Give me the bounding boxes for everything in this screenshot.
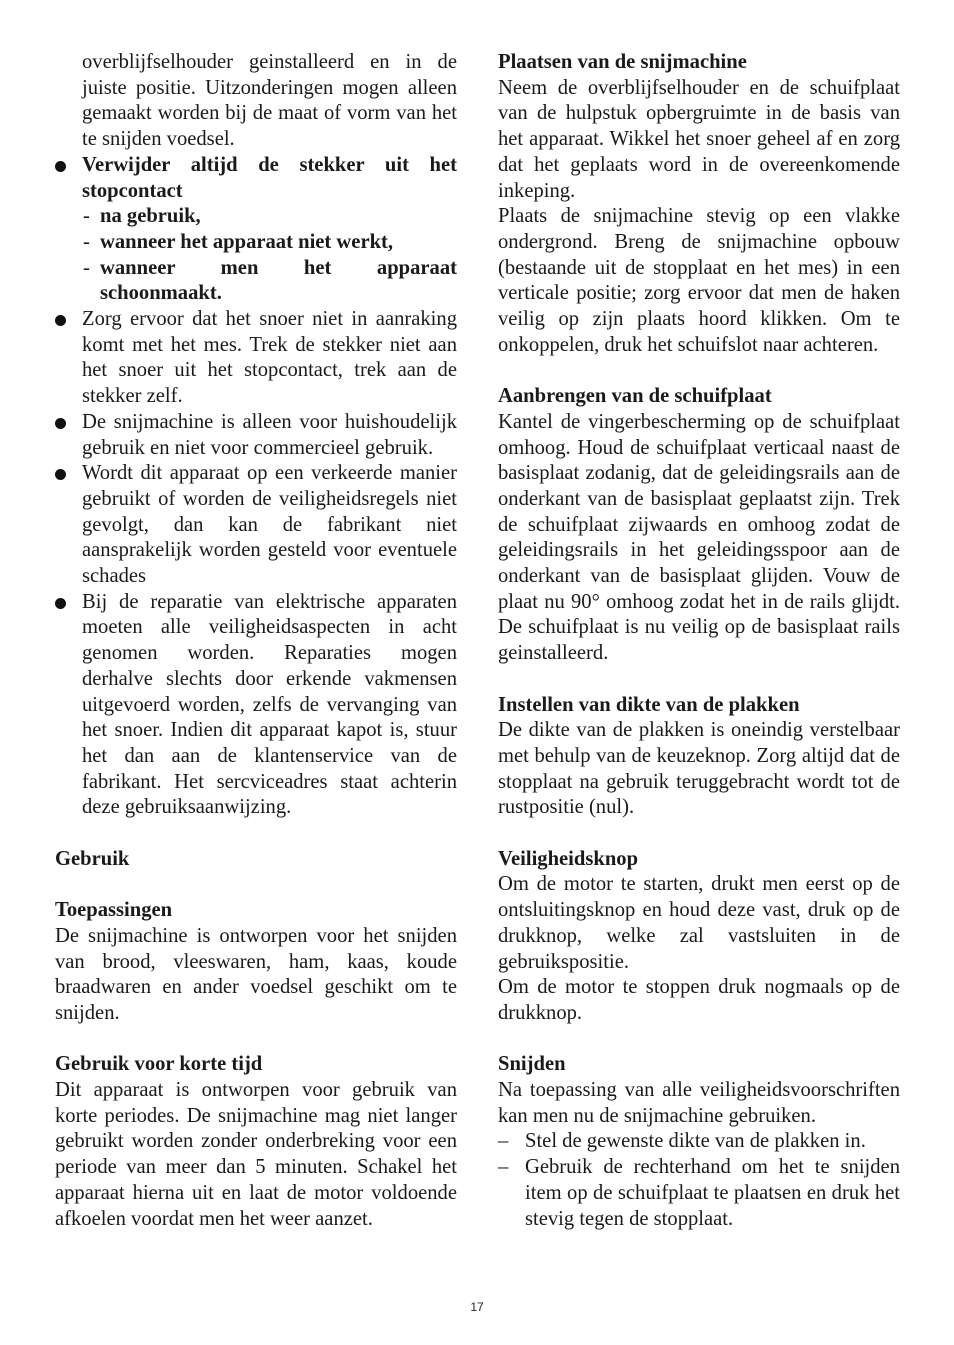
bullet-text: Wordt dit apparaat op een verkeerde manier gebruikt of worden de veiligheidsregels niet gevolgt, dan kan de fabrikant niet aansprakelijk worden gesteld voor eventuele schades [82,462,457,588]
unplug-item [55,256,457,307]
intro-paragraph: overblijfselhouder geinstalleerd en in de juiste positie. Uitzonderingen mogen alleen gemaakt worden bij de maat of vorm van het te snijden voedsel. [82,51,457,151]
schuifplaat-text: Kantel de vingerbescherming op de schuifplaat omhoog. Houd de schuifplaat verticaal naast de basisplaat zodanig, dat de geleidingsrails aan de onderkant van de basisplaat geplaatst zijn. Trek de schuifplaat zijwaards en omhoog zodat de geleidingsrails in het geleidingsspoor aan de onderkant van de basisplaat glijden. Vouw de plaat nu 90° omhoog zodat het in de rails glijdt. De schuifplaat is nu veilig op de basisplaat rails geinstalleerd. [498,410,900,665]
unplug-item-text: wanneer men het apparaat schoonmaakt. [100,256,457,305]
section-title-korte-tijd: Gebruik voor korte tijd [55,1053,263,1076]
bullet-item [55,307,457,410]
veiligheidsknop-text-2: Om de motor te stoppen druk nogmaals op de drukknop. [498,976,900,1024]
unplug-bullet [55,153,457,204]
section-title-plaatsen: Plaatsen van de snijmachine [498,51,747,73]
dikte-text: De dikte van de plakken is oneindig verstelbaar met behulp van de keuzeknop. Zorg altijd dat de stopplaat na gebruik teruggebracht wordt tot de rustpositie (nul). [498,719,900,819]
bullet-dot-icon [55,315,66,326]
dash-mark: - [83,205,90,228]
dash-mark: - [83,230,90,253]
bullet-text: Zorg ervoor dat het snoer niet in aanraking komt met het mes. Trek de stekker niet aan het snoer uit het stopcontact, trek aan de stekker zelf. [82,308,457,408]
bullet-item [55,461,457,590]
snijden-text: Na toepassing van alle veiligheidsvoorschriften kan men nu de snijmachine gebruiken. [498,1079,900,1127]
plaatsen-text-1: Neem de overblijfselhouder en de schuifplaat van de hulpstuk opbergruimte in de basis van het apparaat. Wikkel het snoer geheel af en zorg dat het geplaats word in de overeenkomende inkeping. [498,76,900,202]
snijden-item [498,1129,900,1155]
plaatsen-text-2: Plaats de snijmachine stevig op een vlakke ondergrond. Breng de snijmachine opbouw (bestaande uit de stopplaat en het mes) in een verticale positie; zorg ervoor dat men de haken veilig op zijn plaats hoord klikken. Om te onkoppelen, druk het schuifslot naar achteren. [498,205,900,356]
unplug-item-text: na gebruik, [100,205,201,228]
bullet-dot-icon [55,598,66,609]
section-title-snijden: Snijden [498,1053,566,1076]
dash-mark: – [498,1156,509,1179]
bullet-text: Bij de reparatie van elektrische apparaten moeten alle veiligheidsaspecten in acht genomen worden. Reparaties mogen derhalve slechts door erkende vakmensen uitgevoerd worden, zelfs de vervanging van het snoer. Indien dit apparaat kapot is, stuur het dan aan de klantenservice van de fabrikant. Het sercviceadres staat achterin deze gebruiksaanwijzing. [82,590,457,819]
veiligheidsknop-text-1: Om de motor te starten, drukt men eerst op de ontsluitingsknop en houd deze vast, druk op de drukknop, welke zal vastsluiten in de gebruikspositie. [498,873,900,973]
unplug-item [55,230,457,256]
snijden-item [498,1155,900,1232]
section-title-toepassingen: Toepassingen [55,899,173,922]
page-number: 17 [470,1300,484,1314]
bullet-item [55,410,457,461]
section-title-veiligheidsknop: Veiligheidsknop [498,847,639,870]
bullet-text: De snijmachine is alleen voor huishoudelijk gebruik en niet voor commercieel gebruik. [82,410,457,459]
section-title-dikte: Instellen van dikte van de plakken [498,693,800,716]
bullet-dot-icon [55,469,66,480]
right-column [498,50,900,1232]
section-title-gebruik: Gebruik [55,847,130,870]
bullet-item [55,590,457,821]
unplug-item-text: wanneer het apparaat niet werkt, [100,230,394,253]
toepassingen-text: De snijmachine is ontworpen voor het snijden van brood, vleeswaren, ham, kaas, koude braadwaren en ander voedsel geschikt om te snijden. [55,924,457,1024]
snijden-item-text: Stel de gewenste dikte van de plakken in. [525,1130,866,1153]
section-title-schuifplaat: Aanbrengen van de schuifplaat [498,385,772,408]
unplug-heading: Verwijder altijd de stekker uit het stopcontact [82,153,457,202]
dash-mark: – [498,1130,509,1153]
snijden-item-text: Gebruik de rechterhand om het te snijden item op de schuifplaat te plaatsen en druk het stevig tegen de stopplaat. [525,1156,900,1230]
unplug-item [55,204,457,230]
left-column [55,50,457,1232]
korte-tijd-text: Dit apparaat is ontworpen voor gebruik van korte periodes. De snijmachine mag niet langer gebruikt worden zonder onderbreking voor een periode van meer dan 5 minuten. Schakel het apparaat hierna uit en laat de motor voldoende afkoelen voordat men het weer aanzet. [55,1079,457,1230]
dash-mark: - [83,256,90,279]
bullet-dot-icon [55,161,66,172]
bullet-dot-icon [55,418,66,429]
